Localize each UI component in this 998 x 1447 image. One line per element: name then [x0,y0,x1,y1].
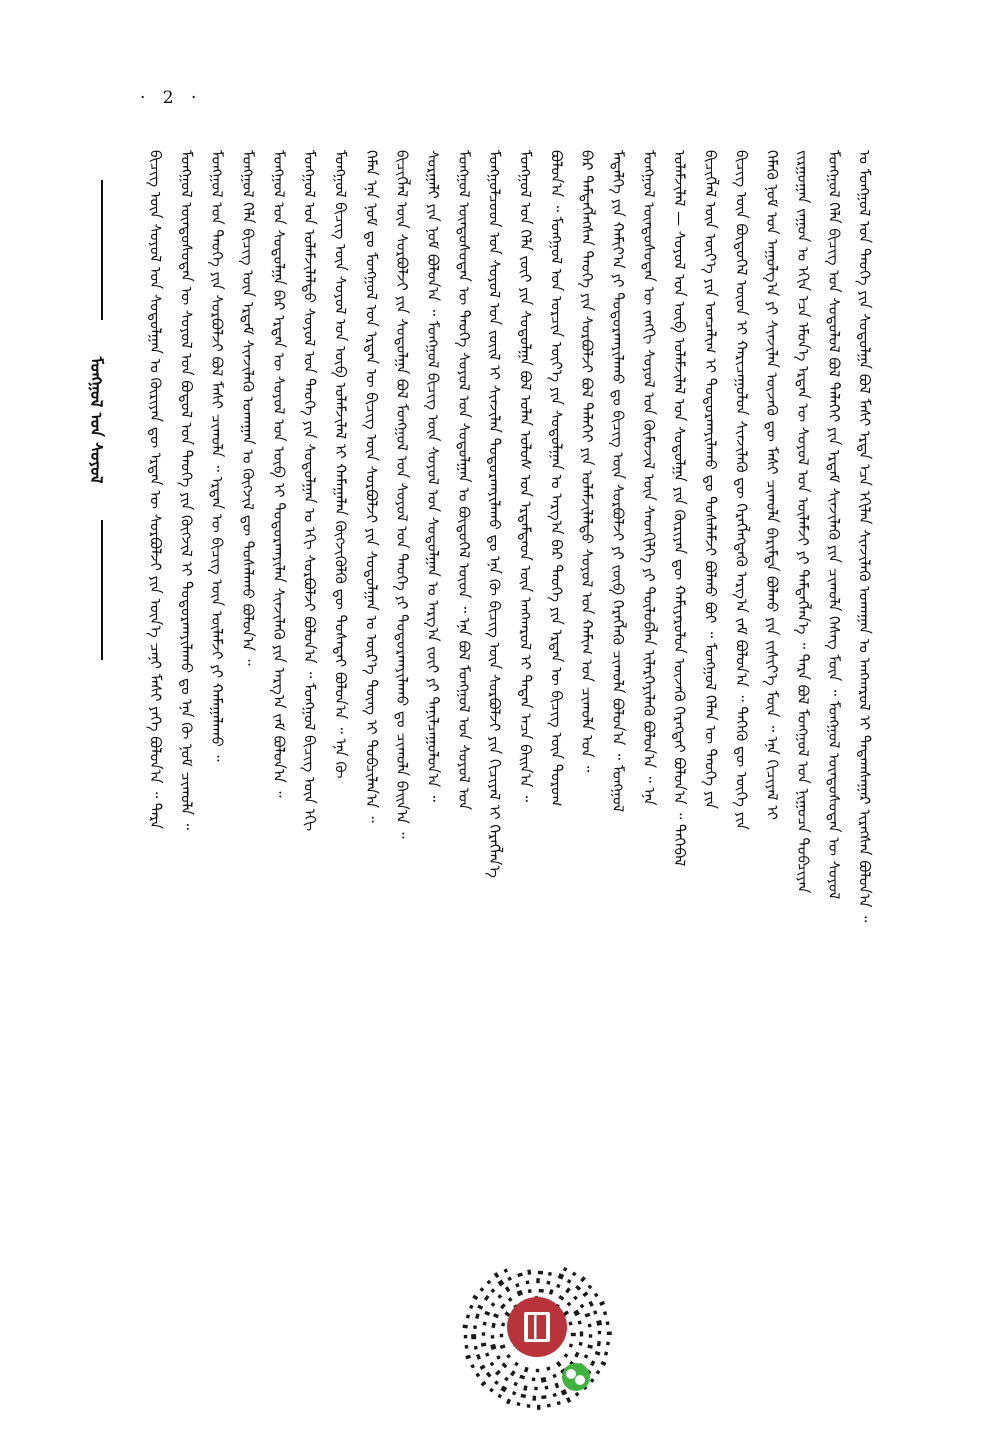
text-column [235,150,261,1330]
text-column [759,150,785,1330]
text-column [790,150,816,1330]
text-column-content: ᠰᠤᠷᠭᠠᠯᠢ ᠶᠢᠨ ᠨᠣᠮ ᠪᠣᠯᠤᠨ᠎ᠠ ᠃ ᠮᠣᠩᠭᠣᠯ ᠪᠢᠴᠢᠭ ᠦᠨ ᠰᠣᠶᠣᠯ ᠤᠨ ᠰᠤᠳᠤᠯᠭᠠᠨ ᠤ ᠠᠷᠭ᠎ᠠ ᠵᠦᠢ ᠶᠢ ᠲᠠᠨᠢᠯᠴᠠᠭᠤᠯᠤᠨ᠎ᠠ ᠃ [423,150,442,802]
text-column-content: ᠪᠢᠴᠢᠭ ᠦᠨ ᠪᠦᠲᠦᠭᠡᠯ ᠦᠳ ᠢ ᠬᠠᠷᠢᠴᠠᠭᠤᠯᠤᠨ ᠰᠢᠨᠵᠢᠯᠡᠬᠦ ᠳᠦ ᠬᠡᠷᠡᠭᠯᠡᠭᠳᠡᠬᠦ ᠠᠷᠭ᠎ᠠ ᠵᠠᠮ ᠪᠣᠯᠤᠨ᠎ᠠ ᠃ ᠲᠡᠭᠡᠬᠦ ᠳᠦ ᠦᠭᠡ ᠶᠢᠨ [732,150,751,830]
text-column-content: ᠮᠣᠩᠭᠣᠯ ᠤᠨ ᠰᠤᠳᠤᠯᠭᠠ ᠪᠠᠷ ᠡᠷᠲᠡᠨ ᠦ ᠰᠣᠶᠣᠯ ᠤᠨ ᠦᠪ ᠢ ᠲᠣᠳᠤᠷᠬᠠᠶᠢᠯᠠᠨ ᠰᠢᠨᠵᠢᠯᠡᠬᠦ ᠶᠢᠨ ᠠᠷᠭ᠎ᠠ ᠵᠠᠮ ᠪᠣᠯᠤᠨ᠎ᠠ ᠃ [269,150,288,798]
page-number: · 2 · [140,88,203,108]
text-column [821,150,847,1330]
text-column [697,150,723,1330]
text-column-content: ᠪᠠᠷ ᠲᠡᠮᠳᠡᠭᠯᠡᠭᠰᠡᠨ ᠲᠡᠦᠬᠡ ᠶᠢᠨ ᠰᠤᠷᠪᠤᠯᠵᠢ ᠪᠣᠯ ᠳᠡᠯᠡᠬᠡᠢ ᠶᠢᠨ ᠤᠯᠠᠮᠵᠢᠯᠠᠯᠲᠤ ᠰᠣᠶᠣᠯ ᠤᠨ ᠬᠠᠮᠢᠭ ᠤᠨ ᠴᠢᠬᠤᠯᠠ ᠡᠳ ᠃ [578,150,597,773]
text-column [173,150,199,1330]
text-column [728,150,754,1330]
text-column [667,150,693,1330]
text-column-content: ᠵᠢᠷᠭᠤᠭᠠᠨ ᠵᠠᠭᠤᠨ ᠤ ᠡᠬᠢᠨ ᠡᠴᠡ ᠡᠮᠦᠨ᠎ᠡ ᠡᠷᠲᠡᠨ ᠦ ᠰᠣᠶᠣᠯ ᠤᠨ ᠦᠯᠡᠮᠵᠢ ᠶᠢ ᠲᠡᠮᠳᠡᠭᠯᠡᠨ᠎ᠡ ᠃ ᠲᠡᠷᠡ ᠪᠣᠯ ᠮᠣᠩᠭᠣᠯ ᠤᠨ ᠨᠢᠭᠤᠴᠠ ᠲᠣᠪᠴᠢᠶᠠᠨ [793,150,812,894]
text-column [482,150,508,1330]
book-icon [524,1312,550,1342]
text-column [543,150,569,1330]
text-column-content: ᠪᠢᠴᠢᠭᠯᠡᠯ ᠦᠨ ᠦᠶ᠎ᠡ ᠶᠢᠨ ᠣᠨᠴᠠᠯᠢᠭ ᠢ ᠲᠣᠳᠤᠷᠬᠠᠶᠢᠯᠠᠬᠤ ᠳᠤ ᠲᠤᠰᠠᠯᠠᠮᠵᠢ ᠪᠣᠯᠬᠤ ᠪᠤᠢ ᠃ ᠮᠣᠩᠭᠣᠯ ᠬᠡᠯᠡᠨ ᠦ ᠲᠡᠦᠬᠡ ᠶᠢᠨ [701,150,720,810]
text-column [358,150,384,1330]
text-column-content: ᠮᠣᠩᠭᠣᠯ ᠤᠨ ᠲᠡᠦᠬᠡ ᠶᠢᠨ ᠰᠤᠷᠪᠤᠯᠵᠢ ᠪᠣᠯ ᠮᠠᠰᠢ ᠴᠢᠬᠤᠯᠠ ᠃ ᠡᠷᠲᠡᠨ ᠦ ᠪᠢᠴᠢᠭ ᠦᠨ ᠦᠯᠡᠮᠵᠢ ᠶᠢ ᠬᠠᠮᠠᠭᠠᠯᠠᠬᠤ ᠃ [208,150,227,762]
qr-code-graphic [458,1265,616,1423]
running-head-rule-bottom [101,520,103,660]
text-column-content: ᠮᠣᠩᠭᠣᠯ ᠬᠡᠯᠡ ᠪᠢᠴᠢᠭ ᠦᠨ ᠡᠷᠳᠡᠮ ᠰᠢᠨᠵᠢᠯᠡᠬᠦ ᠤᠬᠠᠭᠠᠨ ᠤ ᠬᠥᠭᠵᠢᠯ ᠳᠦ ᠲᠤᠰᠠᠯᠠᠬᠤ ᠪᠣᠯᠤᠨ᠎ᠠ ᠃ [238,150,257,666]
text-column-content: ᠮᠣᠩᠭᠣᠯ ᠦᠨᠳᠦᠰᠦᠲᠡᠨ ᠦ ᠲᠡᠦᠬᠡ ᠰᠣᠶᠣᠯ ᠤᠨ ᠰᠤᠳᠤᠯᠭᠠᠨ ᠤ ᠪᠦᠲᠦᠭᠡᠯ ᠦᠳ ᠃ ᠡᠨᠡ ᠪᠣᠯ ᠮᠣᠩᠭᠣᠯ ᠤᠨ ᠰᠣᠶᠣᠯ ᠤᠨ [454,150,473,811]
running-head-title: ᠮᠣᠩᠭᠣᠯ ᠤᠨ ᠰᠣᠶᠣᠯ [87,356,106,484]
text-column [420,150,446,1330]
text-column [636,150,662,1330]
text-column [204,150,230,1330]
text-column [297,150,323,1330]
text-column-content: ᠬᠡᠮᠡᠬᠦ ᠨᠣᠮ ᠤᠨ ᠠᠭᠤᠯᠭ᠎ᠠ ᠶᠢ ᠰᠢᠨᠵᠢᠯᠡᠨ ᠦᠵᠡᠬᠦ ᠳᠦ ᠮᠠᠰᠢ ᠴᠢᠬᠤᠯᠠ ᠪᠠᠷᠢᠮᠲᠠ ᠪᠣᠯᠬᠤ ᠶᠢᠨ ᠵᠢᠱᠢᠶ᠎ᠡ ᠮᠥᠨ ᠃ ᠡᠨᠡ ᠬᠢᠴᠢᠶᠡᠯ ᠢ [763,150,782,821]
text-column [451,150,477,1330]
text-column [266,150,292,1330]
text-column-content: ᠪᠢᠴᠢᠭ ᠦᠨ ᠰᠣᠶᠣᠯ ᠤᠨ ᠰᠤᠳᠤᠯᠭᠠᠨ ᠤ ᠬᠦᠷᠢᠶᠡᠨ ᠳᠦ ᠡᠷᠲᠡᠨ ᠦ ᠰᠤᠷᠪᠤᠯᠵᠢ ᠶᠢᠨ ᠦᠨ᠎ᠡ ᠴᠡᠨᠢ ᠮᠠᠰᠢ ᠶᠡᠬᠡ ᠪᠣᠯᠤᠨ᠎ᠠ ᠃ ᠲᠡᠷᠡ [146,150,165,829]
text-column [512,150,538,1330]
text-column-content: ᠮᠣᠩᠭᠣᠯ ᠦᠨᠳᠦᠰᠦᠲᠡᠨ ᠦ ᠵᠠᠩᠬᠢ ᠰᠣᠶᠣᠯ ᠤᠨ ᠬᠦᠮᠦᠵᠢᠯ ᠦᠨ ᠰᠡᠳᠬᠢᠯᠭᠡ ᠶᠢ ᠲᠥᠯᠦᠪᠯᠡᠨ ᠢᠯᠡᠷᠬᠡᠶᠢᠯᠡᠬᠦ ᠪᠣᠯᠤᠨ᠎ᠠ ᠃ ᠡᠨᠡ [639,150,658,806]
text-column-content: ᠮᠣᠩᠭᠣᠯ ᠤᠨ ᠤᠯᠠᠮᠵᠢᠯᠠᠯᠲᠤ ᠰᠣᠶᠣᠯ ᠤᠨ ᠲᠡᠦᠬᠡ ᠶᠢᠨ ᠰᠤᠳᠤᠯᠭᠠᠨ ᠤ ᠡᠬᠢ ᠰᠤᠷᠪᠤᠯᠵᠢ ᠪᠣᠯᠤᠨ᠎ᠠ ᠃ ᠮᠣᠩᠭᠣᠯ ᠪᠢᠴᠢᠭ ᠦᠨ ᠡᠬᠢ [300,150,319,832]
text-column [389,150,415,1330]
text-column-content: ᠪᠢᠴᠢᠭᠯᠡᠯ ᠦᠨ ᠰᠤᠷᠪᠤᠯᠵᠢ ᠶᠢᠨ ᠰᠤᠳᠤᠯᠭᠠ ᠪᠣᠯ ᠮᠣᠩᠭᠣᠯ ᠤᠨ ᠰᠣᠶᠣᠯ ᠤᠨ ᠲᠡᠦᠬᠡ ᠶᠢ ᠲᠣᠳᠤᠷᠬᠠᠶᠢᠯᠠᠬᠤ ᠳᠤ ᠴᠢᠬᠤᠯᠠ ᠪᠠᠢᠨ᠎ᠠ ᠃ [393,150,412,839]
text-column-content: ᠮᠡᠳᠡᠯᠭᠡ ᠶᠢᠨ ᠬᠠᠮᠢᠶ᠎ᠠ ᠶᠢ ᠲᠣᠳᠤᠷᠬᠠᠶᠢᠯᠠᠬᠤ ᠳᠤ ᠪᠢᠴᠢᠭ ᠦᠨ ᠰᠤᠷᠪᠤᠯᠵᠢ ᠶᠢ ᠵᠥᠪ ᠬᠡᠷᠡᠭᠯᠡᠬᠦ ᠴᠢᠬᠤᠯᠠ ᠪᠣᠯᠤᠨ᠎ᠠ ᠃ ᠮᠣᠩᠭᠣᠯ [608,150,627,813]
text-column-content: ᠤᠯᠠᠮᠵᠢᠯᠠᠯ — ᠰᠣᠶᠣᠯ ᠤᠨ ᠦᠪ ᠤᠯᠠᠮᠵᠢᠯᠠᠯ ᠤᠨ ᠰᠤᠳᠤᠯᠭᠠ ᠶᠢᠨ ᠬᠦᠷᠢᠶᠡᠨ ᠳᠦ ᠬᠠᠮᠢᠶᠠᠷᠤᠯᠤᠨ ᠦᠵᠡᠬᠦ ᠬᠡᠷᠡᠭᠲᠡᠢ ᠪᠣᠯᠤᠨ᠎ᠠ ᠃ ᠲᠡᠭᠡᠪᠡᠯ [670,150,689,867]
text-column-content: ᠮᠣᠩᠭᠣᠯ ᠦᠨᠳᠦᠰᠦᠲᠡᠨ ᠦ ᠰᠣᠶᠣᠯ ᠤᠨ ᠪᠣᠳᠣᠯ ᠤᠨ ᠲᠡᠦᠬᠡ ᠶᠢᠨ ᠬᠥᠭᠵᠢᠯ ᠢ ᠲᠣᠳᠤᠷᠬᠠᠶᠢᠯᠠᠬᠤ ᠳᠤ ᠡᠨᠡ ᠬᠦ ᠨᠣᠮ ᠴᠢᠬᠤᠯᠠ ᠃ [177,150,196,830]
text-column-content: ᠮᠣᠩᠭᠣᠯ ᠤᠨ ᠬᠡᠯᠡ ᠵᠦᠢ ᠶᠢᠨ ᠰᠤᠳᠤᠯᠭᠠ ᠪᠣᠯ ᠣᠯᠠᠨ ᠤᠯᠤᠰ ᠤᠨ ᠡᠷᠳᠡᠮᠲᠡᠳ ᠦᠨ ᠠᠩᠬᠠᠷᠤᠯ ᠢ ᠲᠠᠲᠠᠨ ᠠᠴᠠ ᠪᠠᠢᠨ᠎ᠠ ᠃ [516,150,535,803]
qr-code[interactable] [458,1265,616,1423]
text-column-content: ᠪᠣᠯᠤᠨ᠎ᠠ ᠃ ᠮᠣᠩᠭᠣᠯ ᠤᠨ ᠣᠷᠴᠢᠨ ᠦᠶ᠎ᠡ ᠶᠢᠨ ᠰᠤᠳᠤᠯᠭᠠᠨ ᠤ ᠠᠷᠭ᠎ᠠ ᠪᠠᠷ ᠲᠡᠦᠬᠡ ᠶᠢᠨ ᠡᠷᠲᠡᠨ ᠦ ᠪᠢᠴᠢᠭ ᠦᠨ ᠳᠣᠷᠤᠭ [547,150,566,807]
text-column-content: ᠬᠡᠮᠡᠨ ᠡᠨᠡ ᠨᠣᠮ ᠳᠤ ᠮᠣᠩᠭᠣᠯ ᠤᠨ ᠡᠷᠲᠡᠨ ᠦ ᠪᠢᠴᠢᠭ ᠦᠨ ᠰᠤᠷᠪᠤᠯᠵᠢ ᠶᠢᠨ ᠰᠤᠳᠤᠯᠭᠠᠨ ᠤ ᠦᠷ᠎ᠡ ᠳᠦᠩ ᠢ ᠲᠣᠪᠴᠢᠯᠠᠨ᠎ᠠ ᠃ [362,150,381,823]
body-text [140,150,880,1330]
text-column-content: ᠣ ᠮᠣᠩᠭᠣᠯ ᠤᠨ ᠲᠡᠦᠬᠡ ᠶᠢᠨ ᠰᠤᠳᠤᠯᠭᠠ ᠪᠣᠯ ᠮᠠᠰᠢ ᠡᠷᠲᠡ ᠡᠴᠡ ᠡᠬᠢᠯᠡᠨ ᠰᠢᠨᠵᠢᠯᠡᠬᠦ ᠤᠬᠠᠭᠠᠨ ᠤ ᠠᠩᠬᠠᠷᠤᠯ ᠢ ᠲᠠᠲᠠᠭᠰᠠᠭᠠᠷ ᠢᠷᠡᠭᠰᠡᠨ ᠪᠣᠯᠣᠨ᠎ᠠ ᠃ [855,150,874,923]
text-column [142,150,168,1330]
running-head [87,180,112,660]
text-column-content: ᠮᠣᠩᠭᠣᠯ ᠬᠡᠯᠡ ᠪᠢᠴᠢᠭ ᠤᠨ ᠰᠤᠳᠤᠯᠤᠯ ᠪᠣᠯ ᠳᠡᠯᠡᠬᠡᠢ ᠶᠢᠨ ᠡᠷᠳᠡᠮ ᠰᠢᠨᠵᠢᠯᠡᠬᠦ ᠶᠢᠨ ᠴᠢᠬᠤᠯᠠ ᠬᠡᠰᠡᠭ ᠮᠥᠨ ᠃ ᠮᠣᠩᠭᠣᠯ ᠦᠨᠳᠦᠰᠦᠲᠡᠨ ᠦ ᠰᠣᠶᠣᠯ [824,150,843,900]
text-column [327,150,353,1330]
text-column [605,150,631,1330]
text-column-content: ᠮᠣᠩᠭᠣᠯᠴᠤᠳ ᠤᠨ ᠰᠣᠶᠣᠯ ᠤᠨ ᠵᠦᠢᠯ ᠢ ᠰᠢᠨᠵᠢᠯᠡᠨ ᠲᠣᠳᠤᠷᠬᠠᠶᠢᠯᠠᠬᠤ ᠳᠤ ᠡᠨᠡ ᠬᠦ ᠪᠢᠴᠢᠭ ᠦᠨ ᠰᠤᠷᠪᠤᠯᠵᠢ ᠶᠢᠨ ᠬᠢᠴᠢᠶᠡᠯ ᠢ ᠬᠡᠷᠡᠭᠯᠡᠨ᠎ᠡ [485,150,504,878]
text-column [574,150,600,1330]
running-head-rule-top [101,180,103,320]
text-column [852,150,878,1330]
text-column-content: ᠮᠣᠩᠭᠣᠯ ᠪᠢᠴᠢᠭ ᠦᠨ ᠰᠣᠶᠣᠯ ᠤᠨ ᠦᠪ ᠤᠯᠠᠮᠵᠢᠯᠠᠯ ᠢ ᠬᠠᠮᠠᠭᠠᠯᠠᠨ ᠬᠥᠭᠵᠢᠭᠦᠯᠬᠦ ᠳᠦ ᠲᠤᠰᠠᠲᠠᠢ ᠪᠣᠯᠤᠨ᠎ᠠ ᠃ ᠡᠨᠡ ᠬᠦ [331,150,350,779]
